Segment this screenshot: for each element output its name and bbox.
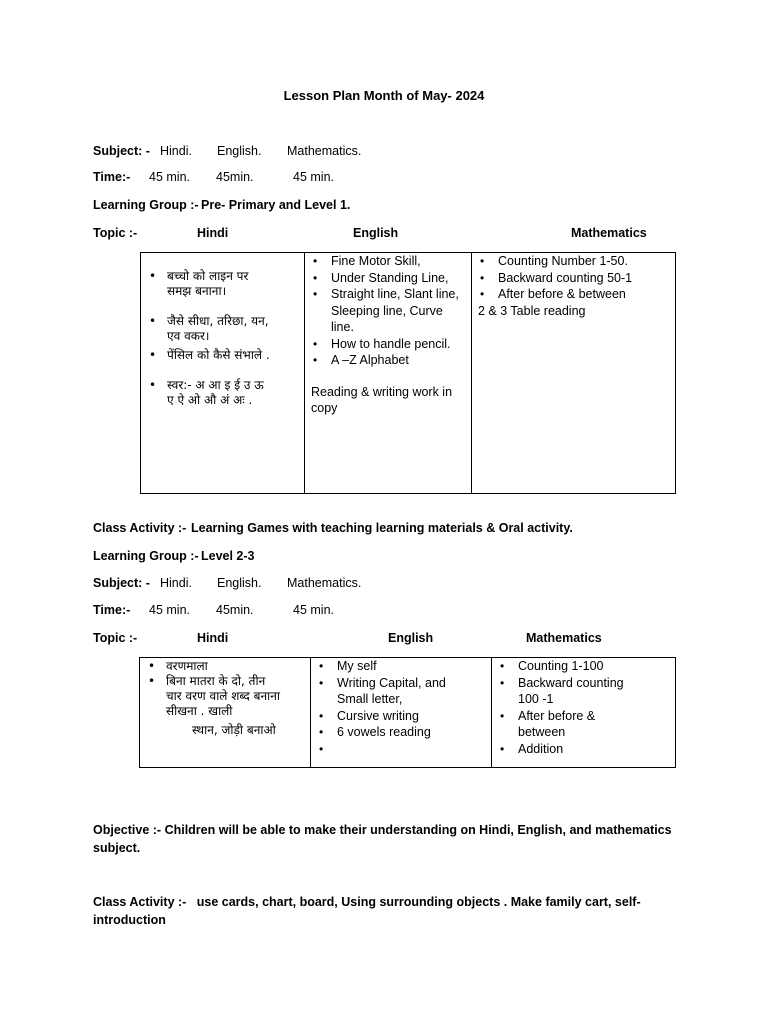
english-note: Reading & writing work in copy [311,384,453,415]
topic-label: Topic :- [93,631,138,645]
time-hindi: 45 min. [149,170,190,184]
list-item [311,741,461,758]
list-item: • Addition [492,741,632,758]
list-item: • How to handle pencil. [305,336,465,353]
objective-value: Children will be able to make their understanding on Hindi, English, and mathematics subject. [93,823,672,855]
subject-label: Subject: - [93,576,150,590]
subject-english: English. [217,144,262,158]
objective [93,821,683,857]
class-activity-2 [93,893,683,929]
time-math: 45 min. [293,170,334,184]
page-title: Lesson Plan Month of May- 2024 [283,88,485,103]
list-item: • बिना मातरा के दो, तीन चार वरण वाले शब्द बनाना सीखना . खाली [140,674,280,719]
time-label: Time:- [93,170,131,184]
list-item: • Straight line, Slant line, Sleeping line, Curve line. [305,286,465,336]
math-note: 2 & 3 Table reading [478,303,586,318]
time-hindi: 45 min. [149,603,190,617]
list-item: • जैसे सीधा, तरिछा, यन, एव वकर। [141,314,271,344]
list-item: • बच्चो को लाइन पर समझ बनाना। [141,269,271,299]
list-item: • Counting 1-100 [492,658,632,675]
list-item: • Backward counting 100 -1 [492,675,632,708]
topic-table-1 [140,252,676,494]
list-item: • Fine Motor Skill, [305,253,465,270]
subject-hindi: Hindi. [160,144,192,158]
topic-col-math: Mathematics [571,226,647,240]
time-english: 45min. [216,170,254,184]
hindi-cell [140,658,311,768]
math-cell [492,658,676,768]
subject-label: Subject: - [93,144,150,158]
list-item: • Counting Number 1-50. [472,253,675,270]
list-item: • After before & between [492,708,632,741]
group-label: Learning Group :- [93,549,199,563]
topic-table-2 [139,657,676,768]
topic-label: Topic :- [93,226,138,240]
list-item: • Writing Capital, and Small letter, [311,675,461,708]
subject-math: Mathematics. [287,576,362,590]
class-activity-value: Learning Games with teaching learning materials & Oral activity. [191,521,573,535]
topic-col-hindi: Hindi [197,631,229,645]
class-activity-label: Class Activity :- [93,521,187,535]
list-item: • After before & between [472,286,675,303]
group-label: Learning Group :- [93,198,199,212]
topic-col-hindi: Hindi [197,226,229,240]
time-math: 45 min. [293,603,334,617]
group-value: Pre- Primary and Level 1. [201,198,351,212]
topic-col-english: English [388,631,434,645]
class-activity-value: use cards, chart, board, Using surrounding objects . Make family cart, self-introduction [93,895,641,927]
class-activity-label: Class Activity :- [93,895,187,909]
hindi-note: स्थान, जोड़ी बनाओ [192,723,276,737]
subject-english: English. [217,576,262,590]
list-item: • Cursive writing [311,708,461,725]
subject-math: Mathematics. [287,144,362,158]
list-item: • Backward counting 50-1 [472,270,675,287]
subject-hindi: Hindi. [160,576,192,590]
topic-col-math: Mathematics [526,631,602,645]
english-cell [311,658,492,768]
math-cell [472,253,676,494]
time-english: 45min. [216,603,254,617]
list-item: • 6 vowels reading [311,724,461,741]
group-value: Level 2-3 [201,549,255,563]
english-cell [305,253,472,494]
objective-label: Objective :- [93,823,162,837]
hindi-cell [141,253,305,494]
list-item: • स्वर:- अ आ इ ई उ ऊ ए ऐ ओ औ अं अः . [141,378,271,408]
list-item: • My self [311,658,461,675]
topic-col-english: English [353,226,399,240]
time-label: Time:- [93,603,131,617]
list-item: • पेंसिल को कैसे संभाले . [141,348,271,363]
list-item: • A –Z Alphabet [305,352,465,369]
list-item: • Under Standing Line, [305,270,465,287]
list-item: • वरणमाला [140,659,280,674]
